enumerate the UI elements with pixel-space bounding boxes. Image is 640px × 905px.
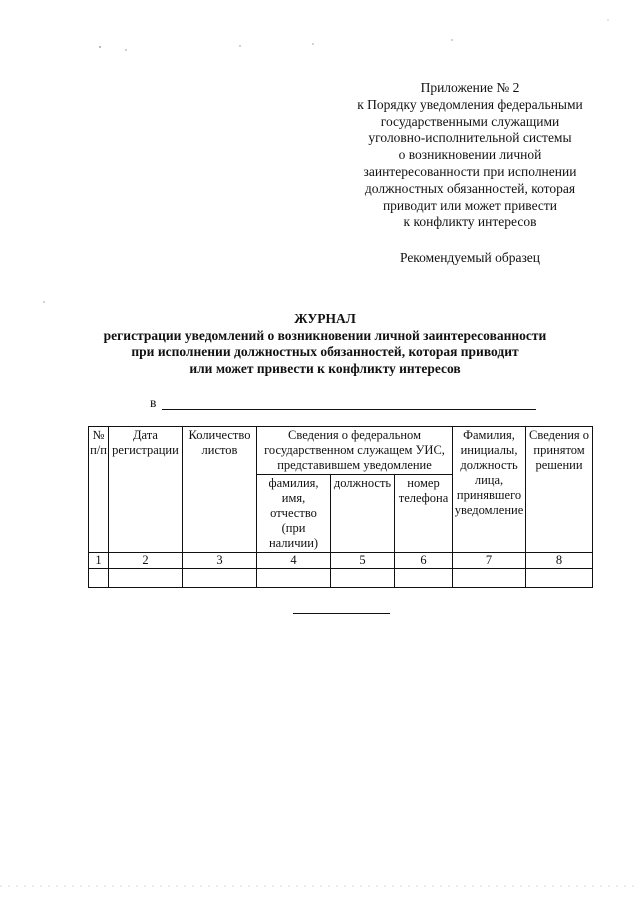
appendix-line: к конфликту интересов [403, 214, 537, 230]
empty-cell [331, 569, 395, 588]
column-number: 5 [331, 553, 395, 569]
journal-table [88, 426, 593, 588]
empty-cell [453, 569, 526, 588]
journal-title-block [60, 311, 590, 377]
column-number: 1 [89, 553, 109, 569]
header-phone: номер телефона [395, 475, 453, 553]
appendix-line: о возникновении личной [398, 147, 542, 163]
header-date: Дата регистрации [109, 427, 183, 553]
empty-cell [395, 569, 453, 588]
header-receiver: Фамилия, инициалы, должность лица, принявшего уведомление [453, 427, 526, 553]
journal-subtitle-line: или может привести к конфликту интересов [189, 360, 461, 376]
header-position: должность [331, 475, 395, 553]
sample-label: Рекомендуемый образец [399, 250, 540, 266]
appendix-line: государственными служащими [380, 113, 560, 129]
appendix-line: к Порядку уведомления федеральными [357, 96, 583, 112]
appendix-line: Приложение № 2 [420, 80, 520, 95]
column-number: 6 [395, 553, 453, 569]
table-row [89, 569, 593, 588]
header-fio: фамилия, имя, отчество (при наличии) [257, 475, 331, 553]
empty-cell [89, 569, 109, 588]
header-num: № п/п [89, 427, 109, 553]
header-sheets: Количество листов [183, 427, 257, 553]
column-number: 7 [453, 553, 526, 569]
column-number: 3 [183, 553, 257, 569]
empty-cell [109, 569, 183, 588]
appendix-line: должностных обязанностей, которая [364, 180, 576, 196]
empty-cell [257, 569, 331, 588]
column-number: 2 [109, 553, 183, 569]
appendix-block [336, 80, 604, 267]
column-number: 8 [526, 553, 593, 569]
journal-subtitle-line: при исполнении должностных обязанностей, которая приводит [131, 344, 519, 359]
appendix-line: приводит или может привести [382, 197, 558, 213]
appendix-line: заинтересованности при исполнении [363, 163, 577, 179]
organization-blank-line [162, 409, 536, 410]
empty-cell [526, 569, 593, 588]
organization-label: в [150, 395, 157, 410]
column-number: 4 [257, 553, 331, 569]
empty-cell [183, 569, 257, 588]
appendix-line: уголовно-исполнительной системы [368, 130, 572, 146]
journal-subtitle-line: регистрации уведомлений о возникновении личной заинтересованности [103, 327, 547, 343]
footer-divider [293, 613, 390, 614]
header-decision: Сведения о принятом решении [526, 427, 593, 553]
header-info-group: Сведения о федеральном государственном служащем УИС, представившем уведомление [257, 427, 453, 475]
journal-title: ЖУРНАЛ [294, 311, 356, 326]
